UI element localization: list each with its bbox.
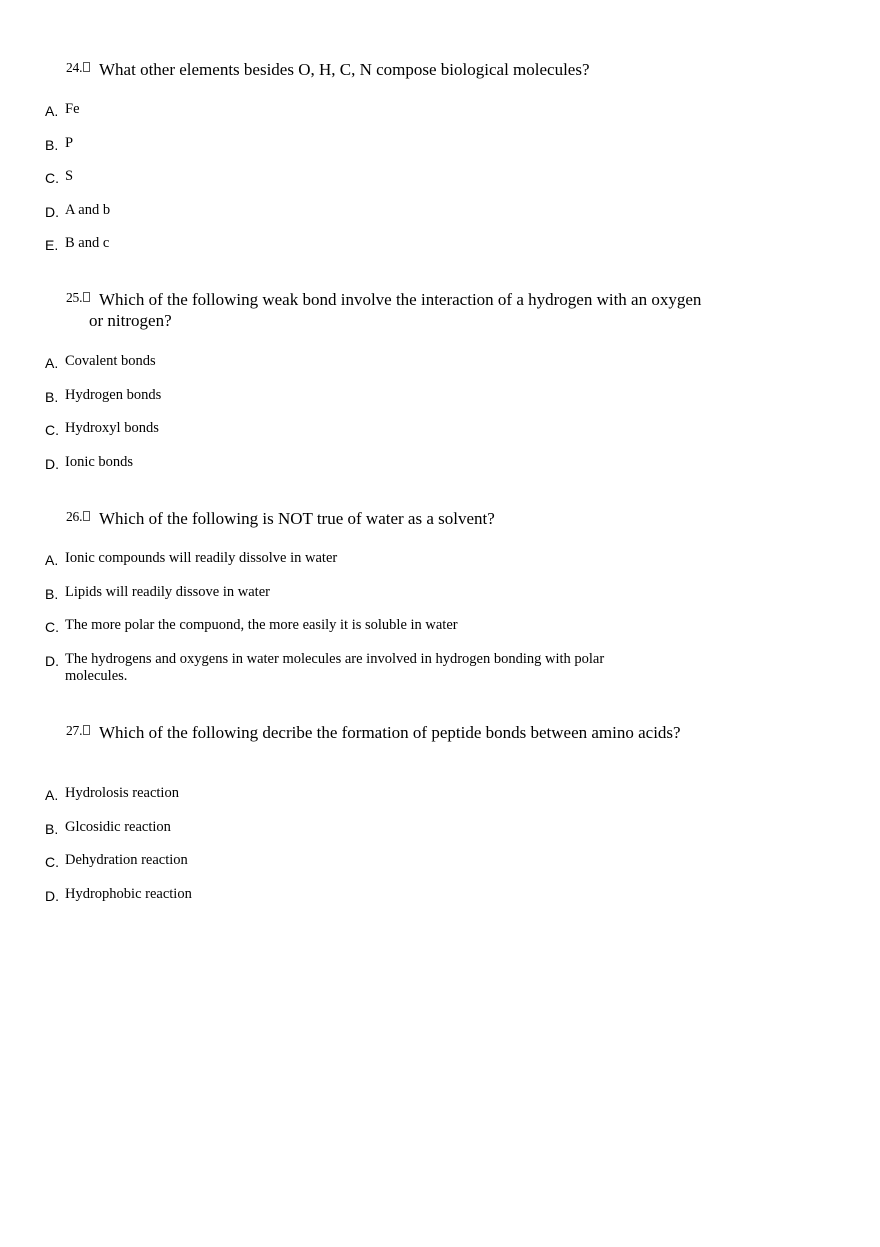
checkbox-icon — [83, 292, 90, 302]
option-c[interactable] — [45, 852, 605, 886]
question-26 — [66, 508, 706, 529]
option-text: Covalent bonds — [65, 353, 156, 369]
option-text: Dehydration reaction — [65, 852, 188, 868]
option-text: Hydrophobic reaction — [65, 885, 192, 902]
question-text: What other elements besides O, H, C, N compose biological molecules? — [99, 60, 590, 79]
question-27 — [66, 722, 706, 743]
option-b[interactable] — [45, 387, 605, 421]
option-text: Hydroxyl bonds — [65, 420, 159, 436]
option-e[interactable] — [45, 235, 605, 269]
checkbox-icon — [83, 511, 90, 521]
question-number: 25. — [66, 287, 90, 308]
option-letter: B. — [45, 388, 59, 405]
option-letter: C. — [45, 854, 59, 870]
option-c[interactable] — [45, 168, 605, 202]
option-d[interactable] — [45, 454, 605, 488]
options-list-25 — [45, 353, 605, 487]
question-number: 27. — [66, 720, 90, 741]
checkbox-icon — [83, 62, 90, 72]
question-number: 24. — [66, 57, 90, 78]
option-letter: C. — [45, 170, 59, 186]
option-letter: B. — [45, 820, 59, 837]
question-25 — [66, 289, 706, 331]
option-a[interactable] — [45, 353, 605, 387]
option-letter: A. — [45, 787, 59, 803]
checkbox-icon — [83, 725, 90, 735]
option-b[interactable] — [45, 584, 605, 618]
option-c[interactable] — [45, 617, 605, 651]
option-letter: D. — [45, 887, 59, 904]
option-text: Hydrolosis reaction — [65, 785, 179, 801]
option-text: A and b — [65, 201, 111, 218]
option-text: Ionic bonds — [65, 453, 134, 470]
question-text: Which of the following weak bond involve the interaction of a hydrogen with an oxygen or nitrogen? — [89, 290, 702, 330]
option-text: Fe — [65, 101, 80, 117]
option-d[interactable] — [45, 651, 605, 685]
option-a[interactable] — [45, 785, 605, 819]
option-letter: C. — [45, 422, 59, 438]
option-a[interactable] — [45, 550, 605, 584]
question-text: Which of the following decribe the formation of peptide bonds between amino acids? — [99, 723, 681, 742]
option-text: Hydrogen bonds — [65, 386, 162, 403]
option-letter: A. — [45, 103, 59, 119]
option-b[interactable] — [45, 135, 605, 169]
option-text: P — [65, 134, 74, 151]
option-letter: D. — [45, 203, 59, 220]
option-letter: A. — [45, 552, 59, 568]
question-stem — [66, 59, 706, 80]
option-a[interactable] — [45, 101, 605, 135]
option-letter: E. — [45, 237, 59, 253]
question-stem — [66, 508, 706, 529]
option-letter: A. — [45, 355, 59, 371]
option-text: Ionic compounds will readily dissolve in water — [65, 550, 338, 566]
options-list-26 — [45, 550, 605, 685]
option-b[interactable] — [45, 819, 605, 853]
question-24 — [66, 59, 706, 80]
option-text: The hydrogens and oxygens in water molecules are involved in hydrogen bonding with polar molecules. — [65, 650, 605, 684]
option-text: S — [65, 168, 74, 184]
option-c[interactable] — [45, 420, 605, 454]
option-text: B and c — [65, 235, 110, 251]
option-letter: B. — [45, 585, 59, 602]
option-text: Glcosidic reaction — [65, 818, 171, 835]
question-stem — [66, 722, 706, 743]
option-letter: C. — [45, 619, 59, 635]
option-text: Lipids will readily dissove in water — [65, 583, 270, 600]
option-d[interactable] — [45, 886, 605, 920]
options-list-27 — [45, 785, 605, 919]
option-letter: B. — [45, 136, 59, 153]
question-number: 26. — [66, 506, 90, 527]
option-d[interactable] — [45, 202, 605, 236]
option-text: The more polar the compuond, the more easily it is soluble in water — [65, 617, 458, 633]
option-letter: D. — [45, 455, 59, 472]
question-text: Which of the following is NOT true of water as a solvent? — [99, 509, 495, 528]
question-stem — [66, 289, 706, 331]
options-list-24 — [45, 101, 605, 269]
option-letter: D. — [45, 652, 59, 669]
